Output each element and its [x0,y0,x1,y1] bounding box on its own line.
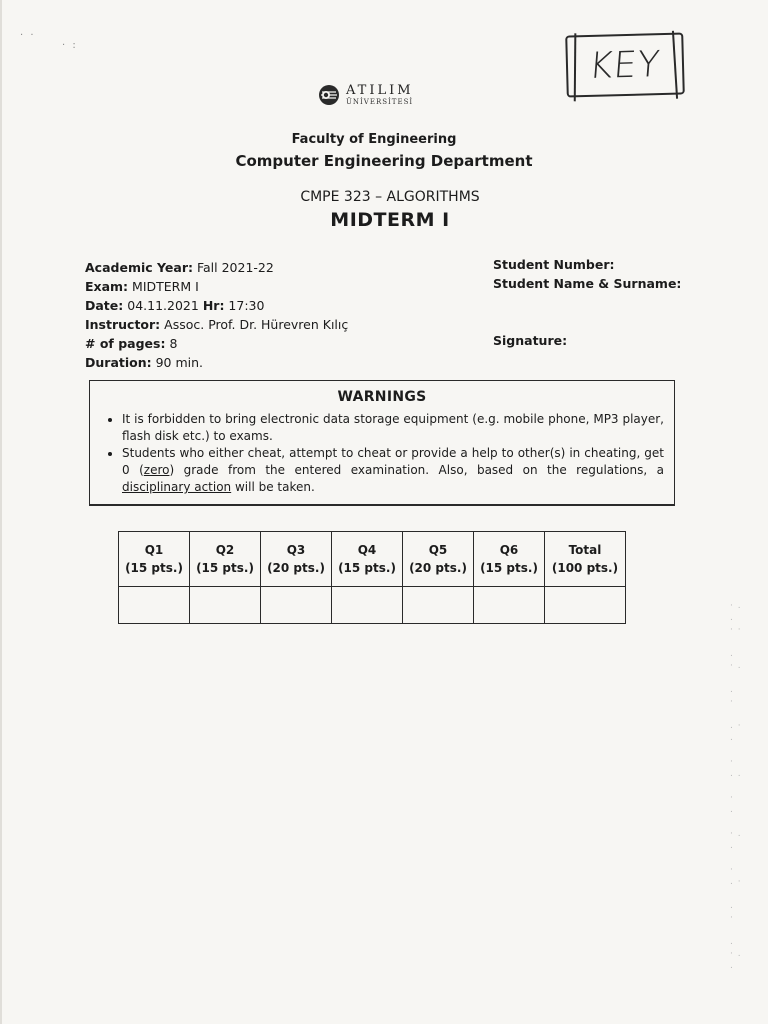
atilim-logo-icon [318,84,340,106]
exam-info [85,258,348,372]
warning-item-cheating: • Students who either cheat, attempt to cheat or provide a help to other(s) in cheating, get 0 (zero) grade from the entered examination. Also, based on the regulations, a disciplinary action will be taken. [122,445,664,496]
exam-title: MIDTERM I [330,209,450,231]
score-header-total: Total (100 pts.) [545,532,626,587]
score-cell-total [545,587,626,624]
score-cell-q6 [474,587,545,624]
key-stamp [565,32,685,97]
scan-noise: · . . · · . · . . · . · . · . . · . · . . · . · . · . · . . [730,601,742,971]
logo-name: ATILIM [346,83,414,98]
logo-subtitle: ÜNİVERSİTESİ [346,98,414,106]
scan-speck: · · [20,30,36,41]
score-cell-q5 [403,587,474,624]
score-header-q4: Q4 (15 pts.) [332,532,403,587]
score-table-header-row [119,532,626,587]
score-cell-q2 [190,587,261,624]
student-number-label: Student Number: [493,257,615,272]
warning-item-devices: • It is forbidden to bring electronic data storage equipment (e.g. mobile phone, MP3 player, flash disk etc.) to exams. [122,411,664,445]
course-title: CMPE 323 – ALGORITHMS [300,189,480,205]
key-label: KEY [587,43,663,87]
academic-year-row: Academic Year: Fall 2021-22 [85,260,274,275]
signature-label: Signature: [493,333,568,348]
score-table-entry-row [119,587,626,624]
date-row: Date: 04.11.2021 Hr: 17:30 [85,298,265,313]
score-table [118,531,626,624]
scan-speck: · : [62,40,78,51]
university-logo [318,84,414,106]
faculty-name: Faculty of Engineering [291,132,457,147]
duration-row: Duration: 90 min. [85,355,204,370]
instructor-row: Instructor: Assoc. Prof. Dr. Hürevren Kılıç [85,317,349,332]
score-header-q2: Q2 (15 pts.) [190,532,261,587]
warnings-list [90,411,674,496]
score-header-q5: Q5 (20 pts.) [403,532,474,587]
student-name-label: Student Name & Surname: [493,276,682,291]
score-header-q3: Q3 (20 pts.) [261,532,332,587]
score-cell-q3 [261,587,332,624]
pages-row: # of pages: 8 [85,336,178,351]
department-name: Computer Engineering Department [235,152,533,170]
warnings-title: WARNINGS [337,389,427,405]
score-header-q1: Q1 (15 pts.) [119,532,190,587]
warnings-box [89,380,675,506]
score-cell-q4 [332,587,403,624]
score-cell-q1 [119,587,190,624]
exam-row: Exam: MIDTERM I [85,279,199,294]
score-header-q6: Q6 (15 pts.) [474,532,545,587]
